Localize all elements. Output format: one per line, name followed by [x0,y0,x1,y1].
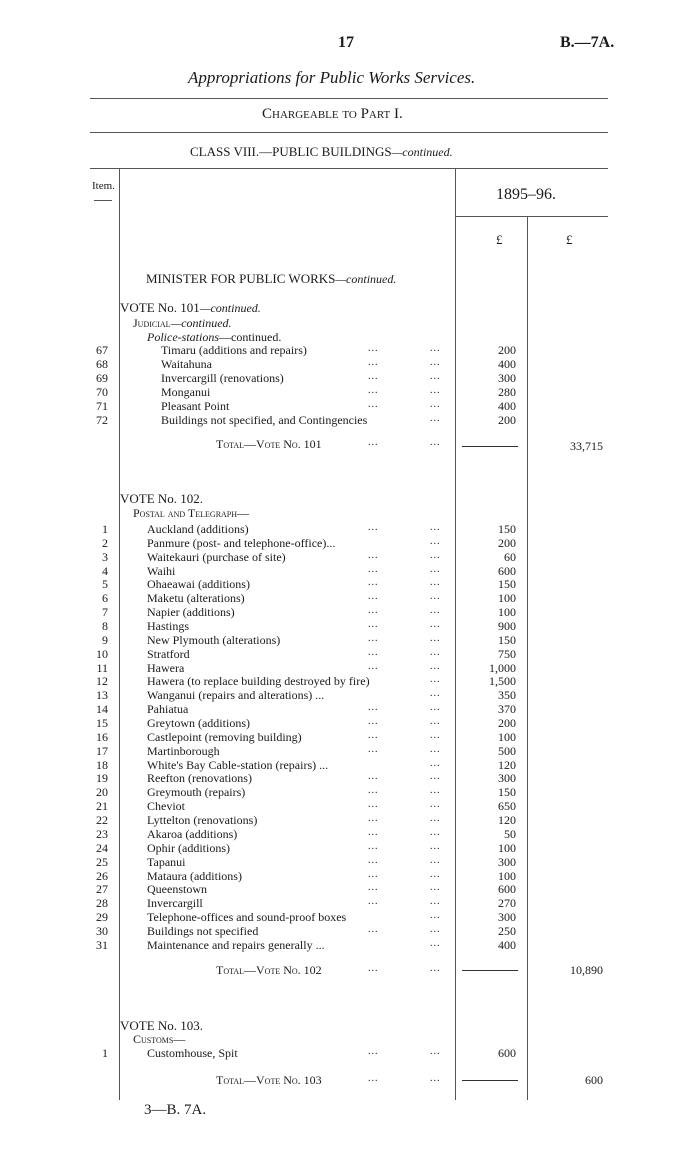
vote-102-item-description: Hawera [147,660,185,675]
vote-102-leader-dots: ... [430,743,441,755]
vote-101-leader-dots: ... [430,370,441,382]
vote-102-item-amount: 60 [504,549,516,564]
vote-101-total-dots: ... [368,437,379,448]
vote-101-item-amount: 300 [498,370,516,385]
item-column-header: Item. [92,180,115,192]
vote-103-leader-dots: ... [368,1046,379,1057]
vote-102-item-number: 5 [102,577,108,592]
vote-102-item-number: 14 [96,702,108,717]
vote-102-total-dots-2: ... [430,963,441,974]
vote-102-leader-dots: ... [430,854,441,866]
vote-102-leader-dots: ... [368,771,379,783]
chargeable-heading: Chargeable to Part I. [262,106,403,122]
vote-102-item-amount: 100 [498,729,516,744]
vote-102-item-number: 20 [96,785,108,800]
printer-signature: 3—B. 7A. [144,1102,207,1118]
vote-102-item-description: Maintenance and repairs generally ... [147,937,325,952]
vote-102-item-amount: 1,500 [489,674,516,689]
vote-102-leader-dots: ... [430,619,441,631]
vote-102-leader-dots: ... [430,923,441,935]
vote-102-leader-dots: ... [368,923,379,935]
vote-103-total: 600 [585,1073,603,1087]
currency-right-header: £ [566,232,573,247]
vote-102-item-amount: 100 [498,840,516,855]
vote-101-item-description: Waitahuna [161,356,213,371]
vote-102-leader-dots: ... [430,577,441,589]
vote-101-item-description: Invercargill (renovations) [161,370,284,385]
vote-102-leader-dots: ... [368,577,379,589]
vote-102-item-description: Waihi [147,563,176,578]
vote-102-item-number: 21 [96,799,108,814]
vote-102-leader-dots: ... [430,896,441,908]
vote-102-leader-dots: ... [430,591,441,603]
vote-102-item-amount: 100 [498,605,516,620]
vote-102-leader-dots: ... [430,813,441,825]
vote-102-leader-dots: ... [430,660,441,672]
vote-102-item-description: Auckland (additions) [147,522,249,536]
vote-102-item-amount: 600 [498,882,516,897]
vote-102-leader-dots: ... [430,826,441,838]
vote-102-item-description: Mataura (additions) [147,868,242,883]
vote-101-item-number: 67 [96,343,108,357]
vote-102-item-description: Tapanui [147,854,186,869]
vote-102-item-description: Hawera (to replace building destroyed by fire) [147,674,370,689]
vote-102-item-amount: 150 [498,632,516,647]
vote-102-item-number: 19 [96,771,108,786]
vote-102-leader-dots: ... [368,660,379,672]
vote-101-leader-dots: ... [368,356,379,368]
vote-101-leader-dots: ... [368,398,379,410]
vote-102-leader-dots: ... [430,716,441,728]
vote-102-item-amount: 120 [498,813,516,828]
vote-102-item-number: 15 [96,716,108,731]
vote-102-item-amount: 500 [498,743,516,758]
vote-102-leader-dots: ... [430,674,441,686]
vote-102-leader-dots: ... [368,646,379,658]
vote-101-item-number: 72 [96,412,108,427]
vote-102-item-amount: 270 [498,896,516,911]
vote-102-leader-dots: ... [430,702,441,714]
table-top-rule [90,168,608,169]
vote-101-item-amount: 400 [498,398,516,413]
vote-102-item-number: 9 [102,632,108,647]
vote-101-total: 33,715 [570,439,603,453]
page-number: 17 [338,34,354,51]
vote-102-item-description: White's Bay Cable-station (repairs) ... [147,757,329,772]
vote-102-item-number: 29 [96,910,108,925]
vote-102-heading: VOTE No. 102. [120,491,204,506]
vote-102-item-amount: 120 [498,757,516,772]
vote-102-item-amount: 250 [498,923,516,938]
vote-102-leader-dots: ... [368,882,379,894]
vote-102-item-amount: 150 [498,577,516,592]
vote-102-item-number: 12 [96,674,108,689]
vote-102-leader-dots: ... [430,840,441,852]
vote-101-leader-dots: ... [430,398,441,410]
vote-103-total-rule [462,1080,518,1081]
vote-102-total-label: Total—Vote No. 102 [216,963,322,977]
vote-102-leader-dots: ... [368,716,379,728]
vote-101-item-description: Monganui [161,384,211,399]
vote-102-item-amount: 200 [498,716,516,731]
vote-102-leader-dots: ... [430,729,441,741]
vote-102-leader-dots: ... [368,702,379,714]
vote-102-leader-dots: ... [430,882,441,894]
vote-102-leader-dots: ... [430,688,441,700]
vote-101-leader-dots: ... [430,356,441,368]
vote-102-leader-dots: ... [430,522,441,533]
vote-102-item-amount: 900 [498,619,516,634]
vote-101-leader-dots: ... [368,384,379,396]
vote-103-total-dots-2: ... [430,1073,441,1084]
vote-102-leader-dots: ... [368,826,379,838]
vote-101-item-amount: 200 [498,412,516,427]
vote-102-item-amount: 150 [498,522,516,536]
vote-103-subheading: Customs— [133,1032,186,1046]
vote-102-leader-dots: ... [430,785,441,797]
vote-102-item-description: Akaroa (additions) [147,826,238,841]
vote-101-item-amount: 200 [498,343,516,357]
vote-102-item-amount: 600 [498,563,516,578]
vote-102-item-description: Greytown (additions) [147,716,250,731]
vote-102-item-description: Wanganui (repairs and alterations) ... [147,688,325,703]
vote-102-item-description: Castlepoint (removing building) [147,729,302,744]
vote-102-item-number: 2 [102,535,108,550]
vote-101-item-number: 71 [96,398,108,413]
vote-101-item-number: 69 [96,370,108,385]
vote-102-leader-dots: ... [368,868,379,880]
vote-103-item-number: 1 [102,1046,108,1060]
vote-102-item-number: 11 [96,660,108,675]
vote-102-item-description: Hastings [147,619,189,634]
vote-102-item-amount: 100 [498,591,516,606]
vote-102-total: 10,890 [570,963,603,977]
vote-102-item-number: 28 [96,896,108,911]
vote-102-item-description: Pahiatua [147,702,189,717]
year-header-rule [455,216,608,217]
vote-101-subheading: Judicial—continued. [133,316,232,330]
class-heading: CLASS VIII.—PUBLIC BUILDINGS—continued. [190,144,453,159]
vote-102-item-amount: 50 [504,826,516,841]
vote-102-item-amount: 650 [498,799,516,814]
page-title: Appropriations for Public Works Services. [188,68,476,87]
vote-102-item-description: Ophir (additions) [147,840,230,855]
vote-102-leader-dots: ... [430,605,441,617]
vote-102-item-number: 10 [96,646,108,661]
vote-102-item-amount: 300 [498,854,516,869]
vote-102-item-amount: 150 [498,785,516,800]
vote-102-leader-dots: ... [368,563,379,575]
vote-102-leader-dots: ... [430,868,441,880]
header-rule-mid [90,132,608,133]
vote-101-item-number: 68 [96,356,108,371]
vote-102-item-number: 30 [96,923,108,938]
year-header: 1895–96. [496,186,556,203]
vote-102-item-description: Napier (additions) [147,605,235,620]
vote-102-item-description: Ohaeawai (additions) [147,577,250,592]
vote-101-item-description: Timaru (additions and repairs) [161,343,307,357]
vote-102-item-number: 25 [96,854,108,869]
vote-103-total-dots: ... [368,1073,379,1084]
vote-102-item-description: Lyttelton (renovations) [147,813,258,828]
vote-102-leader-dots: ... [430,757,441,769]
minister-heading: MINISTER FOR PUBLIC WORKS—continued. [146,271,397,286]
vote-102-item-description: Buildings not specified [147,923,259,938]
vote-103-item-amount: 600 [498,1046,516,1060]
vote-102-item-number: 3 [102,549,108,564]
vote-102-item-amount: 100 [498,868,516,883]
vote-101-item-amount: 280 [498,384,516,399]
vote-102-leader-dots: ... [368,522,379,533]
vote-102-leader-dots: ... [430,535,441,547]
vote-102-leader-dots: ... [368,785,379,797]
vote-102-item-description: Martinborough [147,743,220,758]
vote-102-leader-dots: ... [368,743,379,755]
vote-102-leader-dots: ... [430,632,441,644]
vote-101-item-number: 70 [96,384,108,399]
vote-103-heading: VOTE No. 103. [120,1018,204,1033]
vote-102-leader-dots: ... [368,840,379,852]
vote-101-leader-dots: ... [430,384,441,396]
vote-102-leader-dots: ... [368,813,379,825]
vote-102-item-description: New Plymouth (alterations) [147,632,281,647]
vote-102-item-description: Telephone-offices and sound-proof boxes [147,910,347,925]
vote-102-item-number: 27 [96,882,108,897]
vote-102-item-description: Queenstown [147,882,207,897]
vote-102-item-amount: 300 [498,910,516,925]
vote-102-item-description: Invercargill [147,896,203,911]
item-header-rule [94,200,112,201]
vote-103-item-description: Customhouse, Spit [147,1046,238,1060]
vote-102-item-number: 26 [96,868,108,883]
vote-101-leader-dots: ... [430,343,441,354]
vote-102-item-description: Greymouth (repairs) [147,785,246,800]
vote-102-leader-dots: ... [430,910,441,922]
vote-101-heading: VOTE No. 101—continued. [120,300,261,315]
vote-102-item-amount: 200 [498,535,516,550]
vote-102-item-description: Maketu (alterations) [147,591,245,606]
vote-102-item-amount: 1,000 [489,660,516,675]
vote-102-item-number: 24 [96,840,108,855]
vote-102-item-number: 31 [96,937,108,952]
vote-103-total-label: Total—Vote No. 103 [216,1073,322,1087]
vote-101-leader-dots: ... [368,343,379,354]
vote-101-leader-dots: ... [430,412,441,424]
currency-left-header: £ [496,232,503,247]
vote-102-item-amount: 750 [498,646,516,661]
vote-102-item-description: Reefton (renovations) [147,771,252,786]
vote-102-item-number: 6 [102,591,108,606]
vote-102-item-number: 13 [96,688,108,703]
vote-101-item-description: Pleasant Point [161,398,230,413]
vote-101-leader-dots: ... [368,370,379,382]
total-column-divider [527,216,528,1100]
vote-102-item-number: 8 [102,619,108,634]
vote-102-leader-dots: ... [368,591,379,603]
vote-101-group: Police-stations—continued. [147,330,282,344]
amount-column-divider [455,168,456,1100]
vote-102-item-number: 7 [102,605,108,620]
vote-102-item-number: 18 [96,757,108,772]
vote-102-total-dots: ... [368,963,379,974]
vote-103-leader-dots: ... [430,1046,441,1057]
vote-102-total-rule [462,970,518,971]
vote-102-leader-dots: ... [430,799,441,811]
vote-102-leader-dots: ... [368,896,379,908]
document-reference: B.—7A. [560,34,615,51]
vote-102-item-number: 1 [102,522,108,536]
vote-102-subheading: Postal and Telegraph— [133,506,250,520]
vote-102-leader-dots: ... [430,646,441,658]
header-rule-top [90,98,608,99]
vote-101-total-dots-2: ... [430,437,441,448]
vote-102-leader-dots: ... [368,632,379,644]
vote-102-leader-dots: ... [368,729,379,741]
vote-101-item-amount: 400 [498,356,516,371]
vote-102-leader-dots: ... [368,854,379,866]
vote-102-item-number: 16 [96,729,108,744]
vote-102-item-description: Cheviot [147,799,185,814]
vote-102-leader-dots: ... [430,771,441,783]
vote-102-leader-dots: ... [368,549,379,561]
vote-102-item-number: 23 [96,826,108,841]
vote-102-item-number: 17 [96,743,108,758]
vote-101-item-description: Buildings not specified, and Contingencies [161,412,368,427]
vote-102-item-description: Waitekauri (purchase of site) [147,549,286,564]
vote-102-leader-dots: ... [430,937,441,949]
vote-102-item-amount: 350 [498,688,516,703]
vote-102-item-description: Stratford [147,646,190,661]
vote-102-item-description: Panmure (post- and telephone-office)... [147,535,336,550]
vote-102-leader-dots: ... [430,549,441,561]
vote-101-total-rule [462,446,518,447]
vote-102-item-number: 22 [96,813,108,828]
vote-102-leader-dots: ... [430,563,441,575]
vote-102-item-number: 4 [102,563,108,578]
vote-102-item-amount: 300 [498,771,516,786]
vote-102-leader-dots: ... [368,605,379,617]
vote-102-leader-dots: ... [368,799,379,811]
vote-102-leader-dots: ... [368,619,379,631]
vote-101-total-label: Total—Vote No. 101 [216,437,322,451]
vote-102-item-amount: 370 [498,702,516,717]
vote-102-item-amount: 400 [498,937,516,952]
